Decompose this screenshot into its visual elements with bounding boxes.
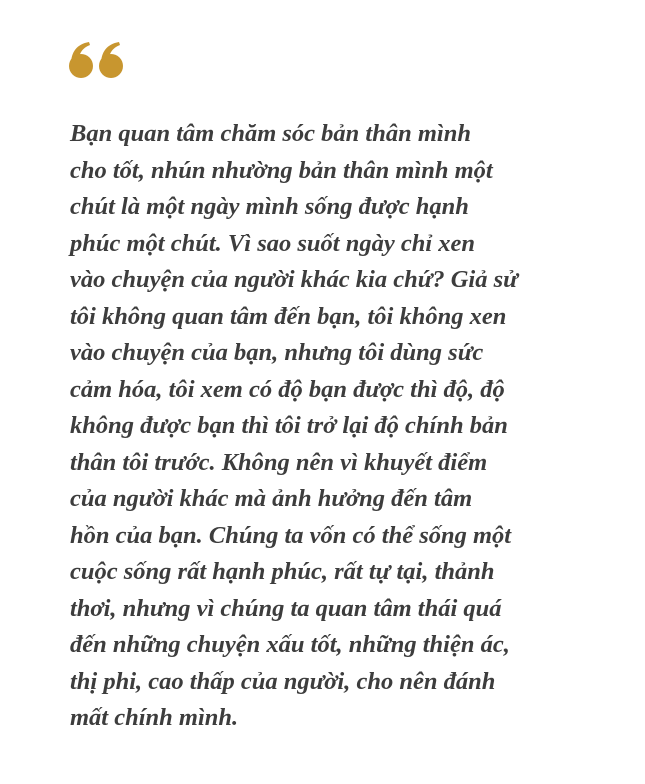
quote-line: thị phi, cao thấp của người, cho nên đánh [70,667,496,695]
quote-line: chút là một ngày mình sống được hạnh [70,193,469,220]
quote-line: tôi không quan tâm đến bạn, tôi không xen [70,302,507,330]
quote-line: của người khác mà ảnh hưởng đến tâm [70,485,473,512]
quote-text [70,116,630,737]
quote-line: vào chuyện của bạn, nhưng tôi dùng sức [70,339,484,366]
quote-line: vào chuyện của người khác kia chứ? Giả sử [70,266,518,293]
quote-line: cảm hóa, tôi xem có độ bạn được thì độ, độ [70,375,505,403]
quote-line: phúc một chút. Vì sao suốt ngày chỉ xen [70,229,476,257]
quote-line: cuộc sống rất hạnh phúc, rất tự tại, thảnh [70,558,495,585]
double-quote-open-icon [67,40,127,80]
quote-line: cho tốt, nhún nhường bản thân mình một [70,156,493,184]
quote-line: đến những chuyện xấu tốt, những thiện ác, [70,631,510,658]
quote-line: không được bạn thì tôi trở lại độ chính bản [70,412,508,439]
quote-line: thơi, nhưng vì chúng ta quan tâm thái quá [70,594,502,622]
quote-line: Bạn quan tâm chăm sóc bản thân mình [70,120,471,147]
quote-line: hồn của bạn. Chúng ta vốn có thể sống một [70,521,512,549]
quote-line: mất chính mình. [70,704,239,731]
quote-line: thân tôi trước. Không nên vì khuyết điểm [70,448,488,476]
